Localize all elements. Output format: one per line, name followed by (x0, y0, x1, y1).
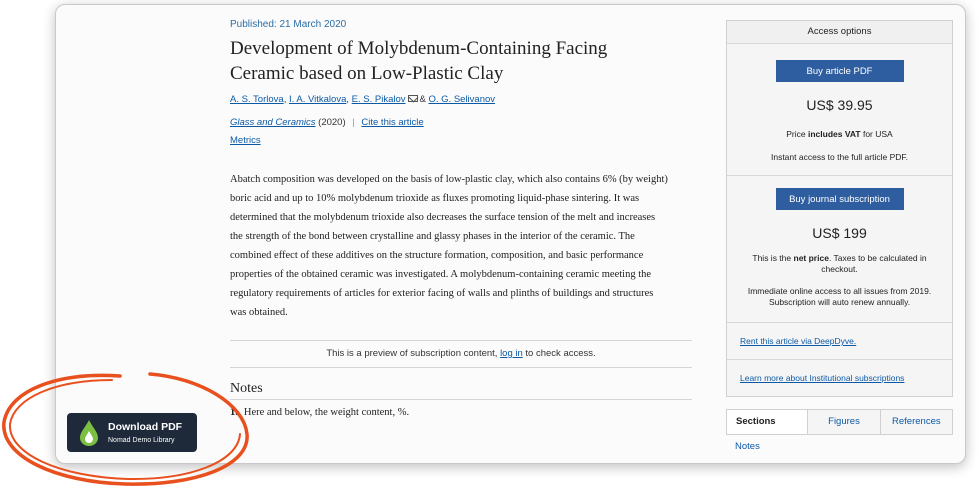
subscription-block (727, 176, 952, 323)
author-link[interactable]: O. G. Selivanov (428, 94, 496, 105)
journal-line (230, 117, 424, 128)
vat-note-suffix: for USA (860, 129, 893, 139)
vat-note (727, 129, 952, 140)
vat-note-prefix: Price (786, 129, 808, 139)
published-date: Published: 21 March 2020 (230, 19, 347, 30)
author-link[interactable]: E. S. Pikalov (351, 94, 406, 105)
note-number: 1. (230, 407, 238, 418)
author-link[interactable]: I. A. Vitkalova (288, 94, 347, 105)
note-text: Here and below, the weight content, %. (243, 407, 410, 418)
author-amp: & (419, 94, 426, 105)
notes-heading: Notes (230, 381, 263, 396)
section-tabs (726, 409, 953, 435)
author-link[interactable]: A. S. Torlova (230, 94, 284, 105)
preview-text: This is a preview of subscription content, (326, 348, 501, 359)
deepdyve-row (727, 323, 952, 360)
access-options-panel (726, 20, 953, 397)
institutional-link[interactable]: Learn more about Institutional subscriptions (740, 373, 905, 383)
pdf-price: US$ 39.95 (806, 97, 873, 113)
preview-text-end: to check access. (522, 348, 596, 359)
net-price-suffix: . Taxes to be calculated in checkout. (821, 253, 927, 274)
divider: | (352, 117, 355, 128)
abstract-text: Abatch composition was developed on the basis of low-plastic clay, which also contains 6% (by weight) boric acid and up to 10% molybdenum trioxide as fluxes promoting liquid-phase sintering. It was determined that the molybdenum trioxide also decreases the surface tension of the melt and increases the strength of the bond between crystalline and glassy phases in the interior of the ceramic. The combined effect of these additives on the structure formation, composition, and basic performance properties of the obtained ceramic was investigated. A molybdenum-containing ceramic meeting the regulatory requirements of articles for exterior facing of walls and plinths of buildings and structures was obtained. (230, 174, 668, 318)
deepdyve-link[interactable]: Rent this article via DeepDyve. (740, 336, 857, 346)
subscription-price: US$ 199 (812, 225, 867, 241)
subscription-access-note: Immediate online access to all issues from 2019. Subscription will auto renew annually. (747, 286, 932, 307)
net-price-note (741, 253, 938, 275)
net-price-bold: net price (793, 253, 829, 263)
download-pdf-button[interactable] (67, 413, 197, 452)
metrics-link[interactable]: Metrics (230, 135, 261, 146)
tab-sections[interactable]: Sections (727, 410, 808, 434)
download-pdf-label: Download PDF (108, 421, 183, 433)
article-pdf-block (727, 44, 952, 176)
article-title: Development of Molybdenum-Containing Facing Ceramic based on Low-Plastic Clay (230, 38, 608, 84)
login-link[interactable]: log in (500, 348, 523, 359)
tab-figures[interactable]: Figures (808, 410, 880, 434)
access-options-header: Access options (727, 21, 952, 44)
institutional-row (727, 360, 952, 396)
buy-article-pdf-button[interactable]: Buy article PDF (776, 60, 904, 82)
author-list: A. S. Torlova, I. A. Vitkalova, E. S. Pikalov & O. G. Selivanov (230, 94, 496, 105)
journal-year: (2020) (318, 117, 346, 128)
pdf-access-note: Instant access to the full article PDF. (770, 152, 908, 162)
note-item (230, 407, 409, 418)
cite-link[interactable]: Cite this article (361, 117, 424, 128)
buy-journal-subscription-button[interactable]: Buy journal subscription (776, 188, 904, 210)
vat-note-bold: includes VAT (808, 129, 861, 139)
journal-link[interactable]: Glass and Ceramics (230, 117, 316, 128)
droplet-icon (77, 419, 101, 447)
notes-divider (230, 399, 692, 400)
tab-references[interactable]: References (892, 416, 941, 427)
sections-notes-link[interactable]: Notes (735, 441, 760, 452)
library-label: Nomad Demo Library (108, 437, 175, 444)
net-price-prefix: This is the (752, 253, 794, 263)
preview-notice (230, 340, 692, 368)
mail-icon[interactable] (408, 95, 418, 102)
